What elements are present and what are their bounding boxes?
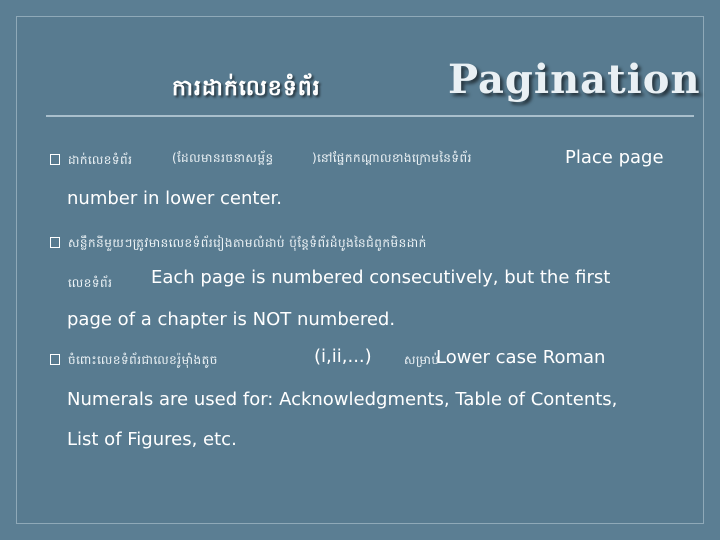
title-row [0, 50, 720, 110]
bullet-3-text-a: Lower case Roman [436, 347, 606, 368]
bullet-3-paren: (i,ii,...) [314, 346, 372, 367]
bullet-2-text-a: Each page is numbered consecutively, but the first [151, 267, 611, 288]
bullet-1-text-a: Place page [565, 147, 664, 168]
bullet-1-khmer-c: )នៅផ្នែកកណ្តាលខាងក្រោមនៃទំព័រ [312, 151, 472, 165]
bullet-marker [50, 354, 60, 365]
bullet-1-khmer-a: ដាក់លេខទំព័រ [68, 153, 133, 167]
bullet-3-khmer-b: សម្រាប់ [404, 353, 440, 367]
bullet-2-khmer-b: លេខទំព័រ [68, 276, 113, 290]
bullet-2-text-b: page of a chapter is NOT numbered. [67, 309, 396, 330]
bullet-3-text-b: Numerals are used for: Acknowledgments, Table of Contents, [67, 389, 618, 410]
bullet-1-text-b: number in lower center. [67, 188, 283, 209]
bullet-marker [50, 154, 60, 165]
slide-title: Pagination [448, 56, 701, 103]
bullet-3-text-c: List of Figures, etc. [67, 429, 237, 450]
title-divider [46, 115, 694, 117]
bullet-2-khmer-a: សន្លឹកនីមួយៗត្រូវមានលេខទំព័ររៀងតាមលំដាប់ ប៉ុន្តែទំព័រដំបូងនៃជំពូកមិនដាក់ [68, 236, 427, 250]
title-khmer: ការដាក់លេខទំព័រ [172, 75, 321, 101]
bullet-3-khmer-a: ចំពោះលេខទំព័រជាលេខរ៉ូម៉ាំងតូច [68, 353, 218, 367]
bullet-marker [50, 237, 60, 248]
bullet-1-khmer-b: (ដែលមានរចនាសម្ព័ន្ធ [172, 151, 274, 165]
